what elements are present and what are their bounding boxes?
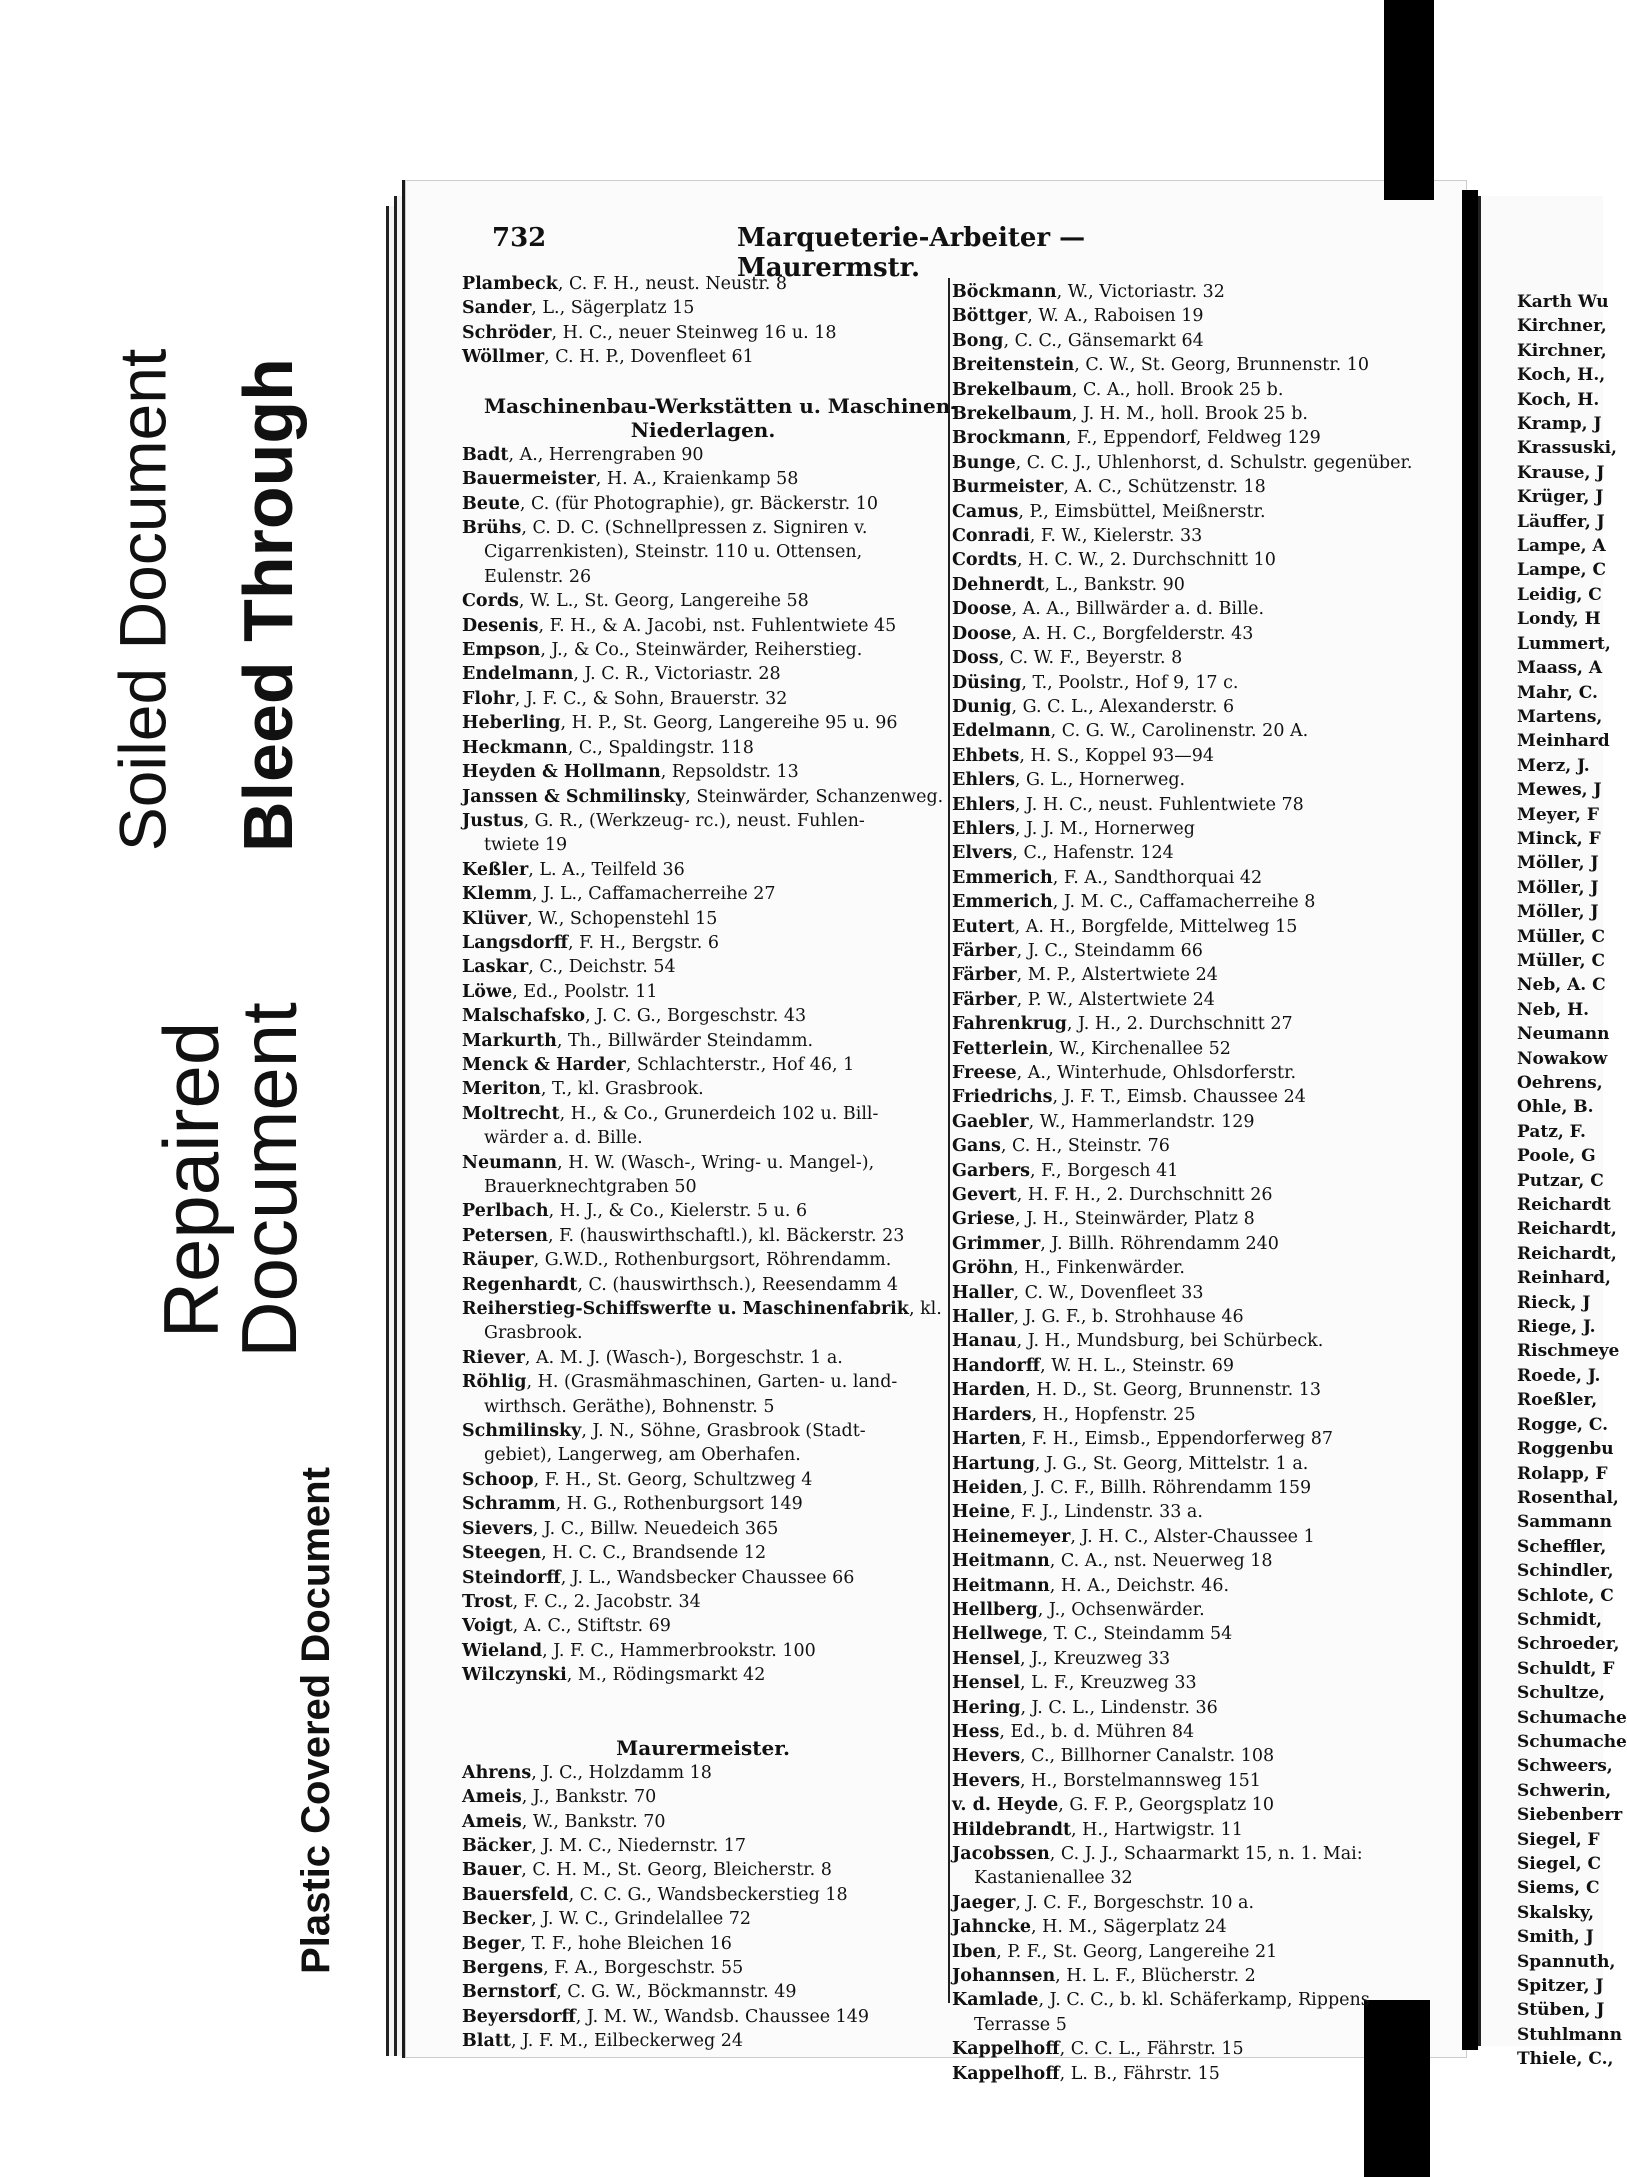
directory-entry: Becker, J. W. C., Grindelallee 72 [462, 1909, 752, 1930]
directory-entry: Sander, L., Sägerplatz 15 [462, 298, 695, 319]
next-page-entry: Leidig, C [1517, 584, 1602, 605]
directory-entry: Wieland, J. F. C., Hammerbrookstr. 100 [462, 1640, 816, 1661]
top-black-bar [1384, 0, 1434, 200]
directory-entry: Hensel, J., Kreuzweg 33 [952, 1648, 1171, 1669]
repaired-document-label [140, 950, 320, 1410]
directory-entry: Kappelhoff, C. C. L., Fährstr. 15 [952, 2039, 1244, 2060]
directory-entry: Cordts, H. C. W., 2. Durchschnitt 10 [952, 550, 1276, 571]
directory-entry: Schröder, H. C., neuer Steinweg 16 u. 18 [462, 322, 837, 343]
next-page-entry: Schweers, [1517, 1756, 1613, 1777]
directory-entry: Steindorff, J. L., Wandsbecker Chaussee 66 [462, 1567, 855, 1588]
directory-entry: Langsdorff, F. H., Bergstr. 6 [462, 932, 720, 953]
next-page-entry: Kramp, J [1517, 414, 1602, 435]
next-page-entry: Müller, C [1517, 950, 1605, 971]
next-page-entry: Skalsky, [1517, 1902, 1595, 1923]
directory-entry: Hartung, J. G., St. Georg, Mittelstr. 1 a. [952, 1453, 1309, 1474]
next-page-entry: Krause, J [1517, 462, 1605, 483]
directory-entry: Elvers, C., Hafenstr. 124 [952, 843, 1174, 864]
next-page-entry: Lampe, A [1517, 536, 1606, 557]
directory-entry: wirthsch. Geräthe), Bohnenstr. 5 [484, 1396, 775, 1417]
next-page-entry: Krassuski, [1517, 438, 1617, 459]
next-page-entry: Schroeder, [1517, 1634, 1620, 1655]
directory-entry [462, 370, 944, 394]
next-page-entry: Riege, J. [1517, 1317, 1596, 1338]
left-column [462, 272, 959, 2054]
next-page-entry: Oehrens, [1517, 1073, 1603, 1093]
directory-entry: Plambeck, C. F. H., neust. Neustr. 8 [462, 274, 788, 294]
directory-entry: Räuper, G.W.D., Rothenburgsort, Röhrendamm. [462, 1250, 892, 1271]
next-page-entry: Londy, H [1517, 609, 1601, 630]
directory-entry [462, 1712, 944, 1736]
next-page-entry: Stuhlmann [1517, 2024, 1623, 2045]
directory-entry: Justus, G. R., (Werkzeug- rc.), neust. Fuhlen- [462, 810, 865, 831]
directory-entry: Dehnerdt, L., Bankstr. 90 [952, 574, 1185, 595]
next-page-entry: Kirchner, [1517, 340, 1607, 361]
next-page-entry: Siems, C [1517, 1878, 1600, 1899]
page-header [492, 223, 1172, 283]
next-page-entry: Maass, A [1517, 658, 1603, 679]
next-page-edge [1478, 196, 1627, 2070]
next-page-entry: Thiele, C., [1517, 2049, 1614, 2070]
directory-entry: Heiden, J. C. F., Billh. Röhrendamm 159 [952, 1477, 1312, 1498]
directory-entry: gebiet), Langerweg, am Oberhafen. [484, 1445, 801, 1466]
directory-entry: Kastanienallee 32 [974, 1868, 1133, 1889]
next-page-entry: Reinhard, [1517, 1268, 1611, 1289]
directory-entry: Petersen, F. (hauswirthschaftl.), kl. Bäckerstr. 23 [462, 1225, 905, 1246]
repaired-word: Repaired [147, 1021, 235, 1339]
bleed-through-text: Bleed Through [229, 358, 307, 852]
directory-entry: Blatt, J. F. M., Eilbeckerweg 24 [462, 2031, 744, 2052]
directory-entry: Färber, M. P., Alstertwiete 24 [952, 965, 1218, 986]
next-page-entry: Rogge, C. [1517, 1414, 1609, 1435]
directory-entry: Wilczynski, M., Rödingsmarkt 42 [462, 1665, 766, 1686]
directory-entry: Handorff, W. H. L., Steinstr. 69 [952, 1355, 1235, 1376]
next-page-entry: Reichardt, [1517, 1219, 1617, 1240]
directory-entry: Terrasse 5 [974, 2014, 1067, 2035]
directory-entry: Iben, P. F., St. Georg, Langereihe 21 [952, 1941, 1278, 1962]
directory-entry: Heckmann, C., Spaldingstr. 118 [462, 737, 754, 758]
next-page-entry: Krüger, J [1517, 487, 1604, 508]
soiled-document-text: Soiled Document [105, 348, 180, 852]
directory-entry: Jaeger, J. C. F., Borgeschstr. 10 a. [952, 1892, 1255, 1913]
next-page-entry: Schuldt, F [1517, 1658, 1615, 1679]
directory-entry: Gröhn, H., Finkenwärder. [952, 1258, 1185, 1279]
directory-entry: Röhlig, H. (Grasmähmaschinen, Garten- u. land- [462, 1372, 898, 1393]
directory-entry: Moltrecht, H., & Co., Grunerdeich 102 u. Bill- [462, 1103, 879, 1124]
next-page-entry: Koch, H., [1517, 365, 1606, 386]
directory-entry: Ameis, W., Bankstr. 70 [462, 1811, 666, 1832]
directory-entry: Reiherstieg-Schiffswerfte u. Maschinenfabrik, kl. [462, 1299, 942, 1320]
next-page-entry: Spannuth, [1517, 1951, 1616, 1972]
directory-entry: Hering, J. C. L., Lindenstr. 36 [952, 1697, 1218, 1718]
soiled-document-label [96, 320, 188, 880]
right-column [952, 280, 1413, 2086]
directory-entry: Meriton, T., kl. Grasbrook. [462, 1079, 704, 1100]
directory-entry: Brühs, C. D. C. (Schnellpressen z. Signiren v. [462, 518, 868, 539]
next-page-entry: Mahr, C. [1517, 682, 1598, 703]
directory-entry: Klemm, J. L., Caffamacherreihe 27 [462, 884, 776, 905]
next-page-entry: Neb, H. [1517, 999, 1590, 1020]
next-page-entry: Möller, J [1517, 877, 1599, 898]
next-page-entry: Martens, [1517, 706, 1603, 727]
directory-entry: Fetterlein, W., Kirchenallee 52 [952, 1038, 1231, 1059]
directory-entry: Freese, A., Winterhude, Ohlsdorferstr. [952, 1063, 1297, 1083]
next-page-entry: Schwerin, [1517, 1780, 1612, 1801]
directory-entry: Hevers, C., Billhorner Canalstr. 108 [952, 1746, 1275, 1767]
directory-entry: Steegen, H. C. C., Brandsende 12 [462, 1543, 767, 1564]
directory-entry: Ehbets, H. S., Koppel 93—94 [952, 745, 1215, 766]
directory-entry: Haller, J. G. F., b. Strohhause 46 [952, 1307, 1244, 1328]
next-page-entry: Spitzer, J [1517, 1976, 1604, 1997]
directory-entry: Eutert, A. H., Borgfelde, Mittelweg 15 [952, 916, 1298, 937]
directory-entry: Voigt, A. C., Stiftstr. 69 [462, 1616, 671, 1637]
directory-entry: Empson, J., & Co., Steinwärder, Reiherstieg. [462, 640, 863, 661]
directory-entry: Bunge, C. C. J., Uhlenhorst, d. Schulstr. gegenüber. [952, 452, 1413, 473]
directory-entry: Gaebler, W., Hammerlandstr. 129 [952, 1111, 1255, 1132]
next-page-entry: Möller, J [1517, 902, 1599, 923]
directory-entry: Bergens, F. A., Borgeschstr. 55 [462, 1957, 744, 1978]
directory-entry: Badt, A., Herrengraben 90 [462, 444, 704, 465]
directory-entry: Flohr, J. F. C., & Sohn, Brauerstr. 32 [462, 688, 788, 709]
next-page-entry: Siegel, C [1517, 1854, 1602, 1874]
directory-entry: Doose, A. H. C., Borgfelderstr. 43 [952, 623, 1254, 644]
directory-entry: Brekelbaum, C. A., holl. Brook 25 b. [952, 379, 1284, 400]
next-page-entry: Minck, F [1517, 828, 1601, 849]
directory-entry: Hildebrandt, H., Hartwigstr. 11 [952, 1819, 1243, 1840]
directory-entry: Emmerich, J. M. C., Caffamacherreihe 8 [952, 892, 1316, 913]
next-page-entry: Mewes, J [1517, 780, 1602, 801]
next-page-entry: Rischmeye [1517, 1341, 1620, 1362]
next-page-entry: Läuffer, J [1517, 511, 1605, 532]
next-page-entry: Kirchner, [1517, 316, 1607, 337]
next-page-entry: Koch, H. [1517, 389, 1600, 410]
directory-entry: Markurth, Th., Billwärder Steindamm. [462, 1030, 814, 1051]
next-page-entry: Rieck, J [1517, 1292, 1591, 1313]
next-page-fragments [1481, 196, 1627, 2072]
next-page-entry: Rosenthal, [1517, 1487, 1619, 1508]
next-page-entry: Rolapp, F [1517, 1463, 1608, 1484]
directory-entry: Janssen & Schmilinsky, Steinwärder, Schanzenweg. [462, 786, 944, 807]
repaired-document-text [147, 1002, 313, 1358]
directory-entry: Conradi, F. W., Kielerstr. 33 [952, 526, 1203, 547]
directory-entry: Cigarrenkisten), Steinstr. 110 u. Ottensen, [484, 542, 863, 563]
next-page-entry: Stüben, J [1517, 2000, 1605, 2021]
column-divider [948, 278, 950, 2003]
directory-entry: Hanau, J. H., Mundsburg, bei Schürbeck. [952, 1331, 1324, 1352]
section-heading: Maschinenbau-Werkstätten u. Maschinen- [484, 394, 959, 419]
directory-entry: Gans, C. H., Steinstr. 76 [952, 1136, 1170, 1157]
directory-entry: Bong, C. C., Gänsemarkt 64 [952, 330, 1204, 351]
directory-entry: Beger, T. F., hohe Bleichen 16 [462, 1933, 732, 1954]
directory-entry: Haller, C. W., Dovenfleet 33 [952, 1282, 1204, 1303]
directory-entry: Sievers, J. C., Billw. Neuedeich 365 [462, 1518, 779, 1539]
directory-entry: Ehlers, J. J. M., Hornerweg [952, 818, 1195, 839]
directory-entry: Wöllmer, C. H. P., Dovenfleet 61 [462, 347, 754, 368]
directory-entry: Doose, A. A., Billwärder a. d. Bille. [952, 599, 1265, 620]
directory-entry: Heberling, H. P., St. Georg, Langereihe 95 u. 96 [462, 713, 898, 734]
next-page-entry: Patz, F. [1517, 1121, 1586, 1142]
directory-entry: Jacobssen, C. J. J., Schaarmarkt 15, n. 1. Mai: [952, 1844, 1363, 1864]
directory-entry: Brauerknechtgraben 50 [484, 1177, 697, 1198]
next-page-entry: Lummert, [1517, 633, 1611, 654]
directory-entry: Neumann, H. W. (Wasch-, Wring- u. Mangel-), [462, 1152, 875, 1173]
directory-entry: Griese, J. H., Steinwärder, Platz 8 [952, 1209, 1255, 1230]
directory-entry: Harders, H., Hopfenstr. 25 [952, 1404, 1196, 1425]
directory-entry: Ahrens, J. C., Holzdamm 18 [462, 1762, 712, 1783]
directory-entry: Hellwege, T. C., Steindamm 54 [952, 1624, 1233, 1645]
next-page-entry: Ohle, B. [1517, 1097, 1594, 1118]
next-page-entry: Roggenbu [1517, 1439, 1614, 1460]
directory-entry [462, 1688, 944, 1712]
next-page-entry: Neb, A. C [1517, 975, 1606, 996]
directory-entry: Endelmann, J. C. R., Victoriastr. 28 [462, 664, 781, 685]
directory-entry: Jahncke, H. M., Sägerplatz 24 [952, 1917, 1227, 1938]
directory-entry: Keßler, L. A., Teilfeld 36 [462, 859, 685, 880]
directory-entry: Heyden & Hollmann, Repsoldstr. 13 [462, 762, 799, 783]
directory-entry: Bernstorf, C. G. W., Böckmannstr. 49 [462, 1982, 797, 2003]
directory-entry: Schramm, H. G., Rothenburgsort 149 [462, 1494, 803, 1515]
directory-entry: Edelmann, C. G. W., Carolinenstr. 20 A. [952, 721, 1309, 742]
directory-entry: Malschafsko, J. C. G., Borgeschstr. 43 [462, 1006, 807, 1027]
directory-entry: Camus, P., Eimsbüttel, Meißnerstr. [952, 501, 1266, 522]
directory-entry: Hensel, L. F., Kreuzweg 33 [952, 1673, 1197, 1694]
directory-entry: Heine, F. J., Lindenstr. 33 a. [952, 1502, 1203, 1523]
next-page-entry: Reichardt, [1517, 1243, 1617, 1264]
directory-entry: Brekelbaum, J. H. M., holl. Brook 25 b. [952, 404, 1308, 425]
next-page-entry: Nowakow [1517, 1048, 1608, 1069]
next-page-entry: Schlote, C [1517, 1585, 1614, 1606]
directory-entry: Breitenstein, C. W., St. Georg, Brunnenstr. 10 [952, 355, 1370, 376]
document-word: Document [225, 1002, 313, 1358]
next-page-entry: Müller, C [1517, 926, 1605, 947]
next-page-entry: Siebenberr [1517, 1805, 1623, 1826]
directory-entry: Heitmann, C. A., nst. Neuerweg 18 [952, 1551, 1273, 1572]
page-number: 732 [492, 223, 547, 253]
directory-entry: Ehlers, G. L., Hornerweg. [952, 770, 1186, 791]
directory-entry: Dunig, G. C. L., Alexanderstr. 6 [952, 696, 1235, 717]
next-page-entry: Poole, G [1517, 1146, 1596, 1167]
next-page-entry: Siegel, F [1517, 1829, 1600, 1850]
running-title: Marqueterie-Arbeiter — Maurermstr. [737, 223, 1086, 283]
next-page-entry: Meinhard [1517, 731, 1610, 752]
next-page-entry: Putzar, C [1517, 1170, 1604, 1191]
directory-entry: Brockmann, F., Eppendorf, Feldweg 129 [952, 428, 1321, 449]
directory-entry: Eulenstr. 26 [484, 566, 592, 587]
directory-entry: Emmerich, F. A., Sandthorquai 42 [952, 867, 1263, 888]
directory-entry: Bäcker, J. M. C., Niedernstr. 17 [462, 1835, 746, 1856]
next-page-entry: Neumann [1517, 1024, 1610, 1045]
directory-entry: twiete 19 [484, 835, 568, 856]
directory-entry: Schmilinsky, J. N., Söhne, Grasbrook (Stadt- [462, 1421, 866, 1442]
bleed-through-label [222, 320, 314, 890]
directory-entry: Hess, Ed., b. d. Mühren 84 [952, 1721, 1195, 1742]
directory-entry: Gevert, H. F. H., 2. Durchschnitt 26 [952, 1185, 1273, 1206]
directory-entry: Johannsen, H. L. F., Blücherstr. 2 [952, 1966, 1256, 1987]
directory-entry: Düsing, T., Poolstr., Hof 9, 17 c. [952, 672, 1239, 693]
next-page-entry: Merz, J. [1517, 755, 1590, 776]
directory-entry: wärder a. d. Bille. [484, 1128, 643, 1149]
directory-entry: Riever, A. M. J. (Wasch-), Borgeschstr. 1 a. [462, 1347, 843, 1368]
next-page-entry: Reichardt [1517, 1195, 1611, 1216]
directory-entry: Menck & Harder, Schlachterstr., Hof 46, 1 [462, 1054, 855, 1075]
directory-entry: Ameis, J., Bankstr. 70 [462, 1787, 657, 1808]
next-page-entry: Sammann [1517, 1512, 1613, 1533]
directory-entry: Burmeister, A. C., Schützenstr. 18 [952, 477, 1266, 498]
directory-entry: Hevers, H., Borstelmannsweg 151 [952, 1770, 1261, 1791]
directory-entry: Fahrenkrug, J. H., 2. Durchschnitt 27 [952, 1014, 1293, 1035]
next-page-entry: Schumache [1517, 1707, 1627, 1728]
next-page-entry: Smith, J [1517, 1927, 1594, 1948]
plastic-covered-text: Plastic Covered Document [293, 1466, 338, 1974]
directory-entry: Regenhardt, C. (hauswirthsch.), Reesendamm 4 [462, 1274, 899, 1295]
directory-entry: Hellberg, J., Ochsenwärder. [952, 1599, 1205, 1620]
directory-entry: Heitmann, H. A., Deichstr. 46. [952, 1575, 1230, 1596]
directory-entry: Kamlade, J. C. C., b. kl. Schäferkamp, Rippens [952, 1990, 1370, 2011]
next-page-entry: Schumache [1517, 1731, 1627, 1752]
directory-entry: Perlbach, H. J., & Co., Kielerstr. 5 u. 6 [462, 1201, 808, 1222]
directory-entry: Schoop, F. H., St. Georg, Schultzweg 4 [462, 1469, 813, 1490]
directory-entry: Färber, P. W., Alstertwiete 24 [952, 989, 1215, 1010]
directory-entry: Beyersdorff, J. M. W., Wandsb. Chaussee 149 [462, 2006, 870, 2027]
next-page-entry: Schindler, [1517, 1561, 1614, 1582]
directory-entry: Harden, H. D., St. Georg, Brunnenstr. 13 [952, 1380, 1322, 1401]
directory-entry: Böttger, W. A., Raboisen 19 [952, 306, 1204, 327]
directory-entry: Garbers, F., Borgesch 41 [952, 1160, 1179, 1181]
directory-entry: Beute, C. (für Photographie), gr. Bäckerstr. 10 [462, 493, 878, 514]
next-page-entry: Lampe, C [1517, 560, 1607, 581]
directory-entry: Bauersfeld, C. C. G., Wandsbeckerstieg 18 [462, 1884, 848, 1905]
directory-entry: Kappelhoff, L. B., Fährstr. 15 [952, 2063, 1220, 2084]
directory-entry: Bauer, C. H. M., St. Georg, Bleicherstr. 8 [462, 1860, 832, 1881]
directory-entry: Cords, W. L., St. Georg, Langereihe 58 [462, 591, 809, 612]
directory-entry: Klüver, W., Schopenstehl 15 [462, 908, 718, 929]
next-page-entry: Karth Wu [1517, 292, 1609, 312]
directory-entry: Trost, F. C., 2. Jacobstr. 34 [462, 1591, 701, 1612]
spine-shadow [1462, 190, 1478, 2050]
directory-entry: Färber, J. C., Steindamm 66 [952, 940, 1203, 961]
next-page-entry: Roede, J. [1517, 1365, 1601, 1386]
directory-entry: Laskar, C., Deichstr. 54 [462, 957, 676, 978]
directory-entry: Grasbrook. [484, 1323, 583, 1344]
directory-entry: v. d. Heyde, G. F. P., Georgsplatz 10 [952, 1795, 1275, 1816]
directory-entry: Löwe, Ed., Poolstr. 11 [462, 981, 658, 1002]
next-page-entry: Scheffler, [1517, 1536, 1607, 1557]
directory-entry: Böckmann, W., Victoriastr. 32 [952, 282, 1225, 302]
directory-entry: Ehlers, J. H. C., neust. Fuhlentwiete 78 [952, 794, 1304, 815]
next-page-entry: Roeßler, [1517, 1390, 1598, 1411]
directory-entry: Friedrichs, J. F. T., Eimsb. Chaussee 24 [952, 1087, 1306, 1108]
next-page-entry: Schultze, [1517, 1683, 1606, 1704]
next-page-entry: Meyer, F [1517, 804, 1599, 825]
directory-entry: Doss, C. W. F., Beyerstr. 8 [952, 648, 1183, 669]
directory-entry: Desenis, F. H., & A. Jacobi, nst. Fuhlentwiete 45 [462, 615, 897, 636]
plastic-covered-label [276, 1420, 356, 2020]
directory-entry: Heinemeyer, J. H. C., Alster-Chaussee 1 [952, 1526, 1315, 1547]
section-heading: Niederlagen. [630, 418, 776, 443]
section-heading: Maurermeister. [616, 1736, 790, 1761]
next-page-entry: Möller, J [1517, 853, 1599, 874]
directory-entry: Grimmer, J. Billh. Röhrendamm 240 [952, 1233, 1279, 1254]
directory-entry: Bauermeister, H. A., Kraienkamp 58 [462, 469, 799, 490]
next-page-entry: Schmidt, [1517, 1609, 1603, 1630]
directory-entry: Harten, F. H., Eimsb., Eppendorferweg 87 [952, 1429, 1333, 1450]
